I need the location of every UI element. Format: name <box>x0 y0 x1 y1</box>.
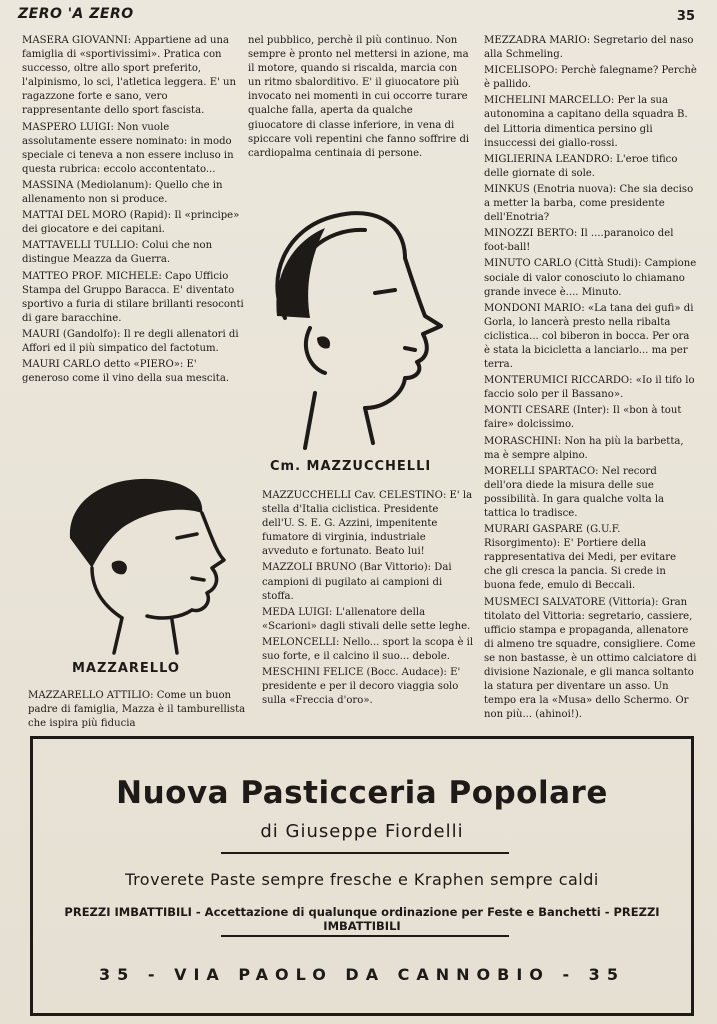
magazine-title: ZERO 'A ZERO <box>18 6 134 22</box>
entry-murari: MURARI GASPARE (G.U.F. Risorgimento): E' Portiere della rappresentativa dei Medi, per evitare che gli cresca la pancia. Si crede in buona fede, emulo di Beccali. <box>484 524 677 592</box>
entry-masera: MASERA GIOVANNI: Appartiene ad una famiglia di «sportivissimi». Pratica con successo, oltre allo sport preferito, l'alpinismo, lo sci, l'atletica leggera. E' un ragazzone forte e sano, vero rappresentante dello sport fascista. <box>22 35 237 117</box>
ad-promise: Troverete Paste sempre fresche e Kraphen sempre caldi <box>125 870 599 889</box>
ad-divider <box>221 935 509 937</box>
column-right <box>484 34 697 724</box>
page-number: 35 <box>676 9 695 24</box>
entry-mauri-gandolfo: MAURI (Gandolfo): Il re degli allenatori di Affori ed il più simpatico del factotum. <box>22 328 239 354</box>
entry-mazzoli: MAZZOLI BRUNO (Bar Vittorio): Dai campioni di pugilato ai campioni di stoffa. <box>262 562 452 602</box>
entry-minuto: MINUTO CARLO (Città Studi): Campione sociale di valor conosciuto lo chiamano grande invece è.... Minuto. <box>484 258 697 298</box>
column-middle-top <box>248 34 470 163</box>
column-left-bottom <box>28 689 250 733</box>
entry-mauri-carlo: MAURI CARLO detto «PIERO»: E' generoso come il vino della sua mescita. <box>22 359 230 385</box>
mazzarello-caption: MAZZARELLO <box>72 661 180 676</box>
entry-moraschini: MORASCHINI: Non ha più la barbetta, ma è sempre alpino. <box>484 435 684 461</box>
entry-miglierina: MIGLIERINA LEANDRO: L'eroe tifico delle giornate di sole. <box>484 153 678 179</box>
entry-micelisopo: MICELISOPO: Perchè falegname? Perchè è pallido. <box>484 65 697 91</box>
ad-subtitle: di Giuseppe Fiordelli <box>260 821 464 842</box>
entry-musmeci: MUSMECI SALVATORE (Vittoria): Gran titolato del Vittoria: segretario, cassiere, ufficio stampa e propaganda, allenatore di almeno tre squadre, consigliere. Come se non bastasse, è un ottimo calciatore di divisione Nazionale, e gli manca soltanto la statura per diventare un asso. Un tempo era la «Musa» dello Schermo. Or non più... (ahinoi!). <box>484 596 697 721</box>
pastry-shop-advertisement <box>30 736 694 1016</box>
mazzucchelli-caricature <box>255 198 465 460</box>
entry-minkus: MINKUS (Enotria nuova): Che sia deciso a metter la barba, come presidente dell'Enotria? <box>484 183 694 224</box>
entry-monterumici: MONTERUMICI RICCARDO: «Io il tifo lo faccio solo per il Bassano». <box>484 375 695 401</box>
entry-monti: MONTI CESARE (Inter): Il «bon à tout faire» dolcissimo. <box>484 405 682 431</box>
column-left <box>22 34 244 388</box>
entry-meda: MEDA LUIGI: L'allenatore della «Scarioni» dagli stivali delle sette leghe. <box>262 606 471 632</box>
entry-mazzucchelli: MAZZUCCHELLI Cav. CELESTINO: E' la stella d'Italia ciclistica. Presidente dell'U. S. E. G. Azzini, impenitente fumatore di virginia, industriale avveduto e fortunato. Beato lui! <box>262 490 473 558</box>
entry-minozzi: MINOZZI BERTO: Il ....paranoico del foot-ball! <box>484 228 674 254</box>
entry-mattavelli: MATTAVELLI TULLIO: Colui che non distingue Meazza da Guerra. <box>22 240 213 266</box>
entry-meloncelli: MELONCELLI: Nello... sport la scopa è il suo forte, e il calcino il suo... debole. <box>262 636 474 663</box>
mazzarello-caricature <box>52 468 252 658</box>
entry-morelli: MORELLI SPARTACO: Nel record dell'ora diede la misura delle sue possibilità. In gara qualche volta la tattica lo tradisce. <box>484 465 665 519</box>
entry-michelini: MICHELINI MARCELLO: Per la sua autonomina a capitano della squadra B. del Littoria dimentica persino gli insuccessi dei giallo-rossi. <box>484 95 688 149</box>
entry-maspero: MASPERO LUIGI: Non vuole assolutamente essere nominato: in modo speciale ci teneva a non essere incluso in questa rubrica: eccolo accontentato... <box>22 121 234 175</box>
ad-divider <box>221 852 509 854</box>
ad-title: Nuova Pasticceria Popolare <box>116 775 608 811</box>
entry-matteo: MATTEO PROF. MICHELE: Capo Ufficio Stampa del Gruppo Baracca. E' diventato sportivo a furia di stilare brillanti resoconti di gare baracchine. <box>22 270 244 324</box>
mazzucchelli-caption: Cm. MAZZUCCHELLI <box>270 459 432 474</box>
entry-massina: MASSINA (Mediolanum): Quello che in allenamento non si produce. <box>22 179 223 206</box>
entry-meschini: MESCHINI FELICE (Bocc. Audace): E' presidente e per il decoro viaggia solo sulla «Freccia d'oro». <box>262 667 461 707</box>
entry-mondoni: MONDONI MARIO: «La tana dei gufi» di Gorla, lo lancerà presto nella ribalta ciclistica... col biberon in bocca. Per ora è stata la bicicletta a lanciarlo... ma per terra. <box>484 302 694 371</box>
column-middle-bottom <box>262 489 474 710</box>
entry-mazzarello: MAZZARELLO ATTILIO: Come un buon padre di famiglia, Mazza è il tamburellista che ispira più fiducia <box>28 690 246 730</box>
ad-address: 35 - VIA PAOLO DA CANNOBIO - 35 <box>99 965 625 984</box>
entry-mezzadra: MEZZADRA MARIO: Segretario del naso alla Schmeling. <box>484 35 694 61</box>
ad-prices: PREZZI IMBATTIBILI - Accettazione di qualunque ordinazione per Feste e Banchetti - PREZZI IMBATTIBILI <box>64 905 660 933</box>
entry-continuation: nel pubblico, perchè il più continuo. Non sempre è pronto nel mettersi in azione, ma il motore, quando si riscalda, marcia con un ritmo sbalorditivo. E' il giuocatore più invocato nei momenti in cui occorre turare qualche falla, aperta da qualche giuocatore di classe inferiore, in vena di spiccare voli repentini che fanno soffrire di cardiopalma centinaia di persone. <box>248 35 470 159</box>
entry-mattai: MATTAI DEL MORO (Rapid): Il «principe» dei giocatore e dei capitani. <box>22 210 240 236</box>
